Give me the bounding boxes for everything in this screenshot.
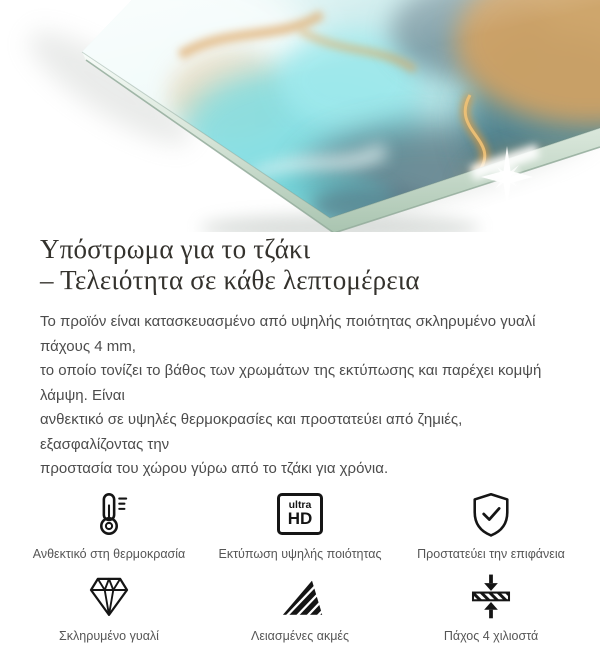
feature-label: Σκληρυμένο γυαλί bbox=[59, 628, 159, 643]
feature-label: Λειασμένες ακμές bbox=[250, 628, 349, 643]
feature-item-thickness bbox=[402, 572, 580, 644]
thermometer-icon bbox=[85, 490, 133, 538]
title-line-1: Υπόστρωμα για το τζάκι bbox=[40, 234, 311, 264]
description-line: προστασία του χώρου γύρω από το τζάκι για χρόνια. bbox=[40, 460, 389, 477]
ultra-hd-text-top: ultra bbox=[288, 499, 312, 511]
feature-item-polished-edges bbox=[211, 572, 389, 644]
feature-item-tempered-glass bbox=[20, 572, 198, 644]
ultra-hd-text-bottom: HD bbox=[287, 509, 313, 528]
page-title bbox=[40, 234, 560, 296]
thickness-icon bbox=[467, 572, 515, 620]
title-line-2: – Τελειότητα σε κάθε λεπτομέρεια bbox=[40, 265, 420, 295]
feature-label: Πάχος 4 χιλιοστά bbox=[443, 628, 539, 643]
feature-grid bbox=[0, 490, 600, 654]
marble-artwork bbox=[0, 0, 600, 232]
polished-edges-icon bbox=[276, 572, 324, 620]
shield-check-icon bbox=[467, 490, 515, 538]
ultra-hd-icon bbox=[277, 493, 323, 535]
description-line: ανθεκτικό σε υψηλές θερμοκρασίες και προστατεύει από ζημιές, εξασφαλίζοντας την bbox=[40, 411, 463, 453]
feature-item-print-quality bbox=[211, 490, 389, 562]
description-line: το οποίο τονίζει το βάθος των χρωμάτων της εκτύπωσης και παρέχει κομψή λάμψη. Είναι bbox=[40, 362, 542, 404]
description-line: Το προϊόν είναι κατασκευασμένο από υψηλής ποιότητας σκληρυμένο γυαλί πάχους 4 mm, bbox=[40, 313, 536, 355]
diamond-icon bbox=[85, 572, 133, 620]
feature-label: Προστατεύει την επιφάνεια bbox=[417, 546, 565, 561]
feature-label: Εκτύπωση υψηλής ποιότητας bbox=[218, 546, 382, 561]
feature-label: Ανθεκτικό στη θερμοκρασία bbox=[32, 546, 186, 561]
feature-item-temperature bbox=[20, 490, 198, 562]
hero-image bbox=[0, 0, 600, 228]
glass-panel-illustration bbox=[0, 0, 600, 232]
feature-item-protection bbox=[402, 490, 580, 562]
product-description bbox=[40, 310, 560, 482]
